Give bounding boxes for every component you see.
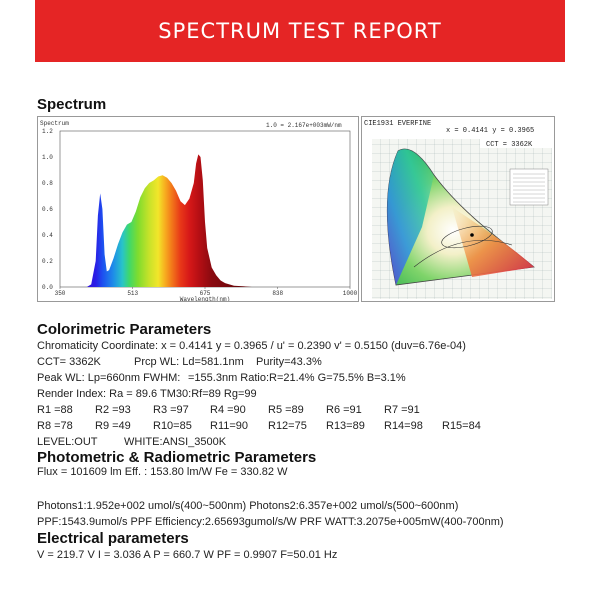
cie-measured-point <box>470 233 474 237</box>
colorimetric-heading: Colorimetric Parameters <box>37 321 212 338</box>
render-index-line: Render Index: Ra = 89.6 TM30:Rf=89 Rg=99 <box>37 388 257 400</box>
spectrum-y-tick-label: 0.2 <box>42 258 53 265</box>
spectrum-heading: Spectrum <box>37 96 107 113</box>
chromaticity-line: Chromaticity Coordinate: x = 0.4141 y = 0.3965 / u' = 0.2390 v' = 0.5150 (duv=6.76e-04) <box>37 340 466 352</box>
render-index-r-value: R6 =91 <box>326 404 362 416</box>
render-index-r-value: R10=85 <box>153 420 192 432</box>
spectrum-x-tick-label: 1000 <box>342 290 358 297</box>
electrical-heading: Electrical parameters <box>37 530 189 547</box>
render-index-r-value: R15=84 <box>442 420 481 432</box>
spectrum-y-tick-label: 0.8 <box>42 180 53 187</box>
electrical-values-line: V = 219.7 V I = 3.036 A P = 660.7 W PF = 0.9907 F=50.01 Hz <box>37 549 338 561</box>
render-index-r-value: R9 =49 <box>95 420 131 432</box>
photons-line: Photons1:1.952e+002 umol/s(400~500nm) Photons2:6.357e+002 umol/s(500~600nm) <box>37 500 459 512</box>
peak-wl-value: Peak WL: Lp=660nm FWHM: <box>37 372 181 384</box>
spectrum-x-tick-label: 675 <box>199 290 211 297</box>
spectrum-chart-panel <box>37 116 359 302</box>
fwhm-ratio-value: =155.3nm Ratio:R=21.4% G=75.5% B=3.1% <box>188 372 406 384</box>
report-banner <box>35 0 565 62</box>
prcp-wl-value: Prcp WL: Ld=581.1nm <box>134 356 244 368</box>
spectrum-y-tick-label: 0.4 <box>42 232 53 239</box>
flux-line: Flux = 101609 lm Eff. : 153.80 lm/W Fe = 330.82 W <box>37 466 288 478</box>
spectrum-chart-label: Spectrum <box>40 120 69 127</box>
ppf-line: PPF:1543.9umol/s PPF Efficiency:2.65693gumol/s/W PRF WATT:3.2075e+005mW(400-700nm) <box>37 516 504 528</box>
spectrum-y-tick-label: 0.0 <box>42 284 53 291</box>
spectrum-chart <box>38 117 358 301</box>
render-index-r-value: R11=90 <box>210 420 249 432</box>
spectrum-y-tick-label: 1.2 <box>42 128 53 135</box>
render-index-r-value: R7 =91 <box>384 404 420 416</box>
spectrum-x-tick-label: 350 <box>54 290 66 297</box>
render-index-r-value: R14=98 <box>384 420 423 432</box>
render-index-r-value: R2 =93 <box>95 404 131 416</box>
level-value: LEVEL:OUT <box>37 436 98 448</box>
cct-value: CCT= 3362K <box>37 356 101 368</box>
cie-header: CIE1931 EVERFINE <box>364 120 432 128</box>
render-index-r-value: R3 =97 <box>153 404 189 416</box>
cie-diagram <box>362 117 554 301</box>
spectrum-xlabel: Wavelength(nm) <box>179 296 231 301</box>
purity-value: Purity=43.3% <box>256 356 322 368</box>
cie-cct: CCT = 3362K <box>486 141 533 149</box>
cie-coords: x = 0.4141 y = 0.3965 <box>446 127 535 135</box>
render-index-r-value: R1 =88 <box>37 404 73 416</box>
cie-legend-box <box>510 169 548 205</box>
render-index-r-value: R12=75 <box>268 420 307 432</box>
photometric-heading: Photometric & Radiometric Parameters <box>37 449 317 466</box>
report-title: SPECTRUM TEST REPORT <box>158 19 442 43</box>
white-value: WHITE:ANSI_3500K <box>124 436 227 448</box>
spectrum-y-tick-label: 1.0 <box>42 154 53 161</box>
spectrum-y-tick-label: 0.6 <box>42 206 53 213</box>
cie-diagram-panel <box>361 116 555 302</box>
spectrum-scale-note: 1.0 = 2.167e+003mW/nm <box>266 122 342 129</box>
render-index-r-value: R8 =78 <box>37 420 73 432</box>
spectrum-x-tick-label: 838 <box>272 290 284 297</box>
render-index-r-value: R4 =90 <box>210 404 246 416</box>
render-index-r-value: R5 =89 <box>268 404 304 416</box>
render-index-r-value: R13=89 <box>326 420 365 432</box>
spectrum-area <box>73 154 251 287</box>
spectrum-x-tick-label: 513 <box>127 290 139 297</box>
